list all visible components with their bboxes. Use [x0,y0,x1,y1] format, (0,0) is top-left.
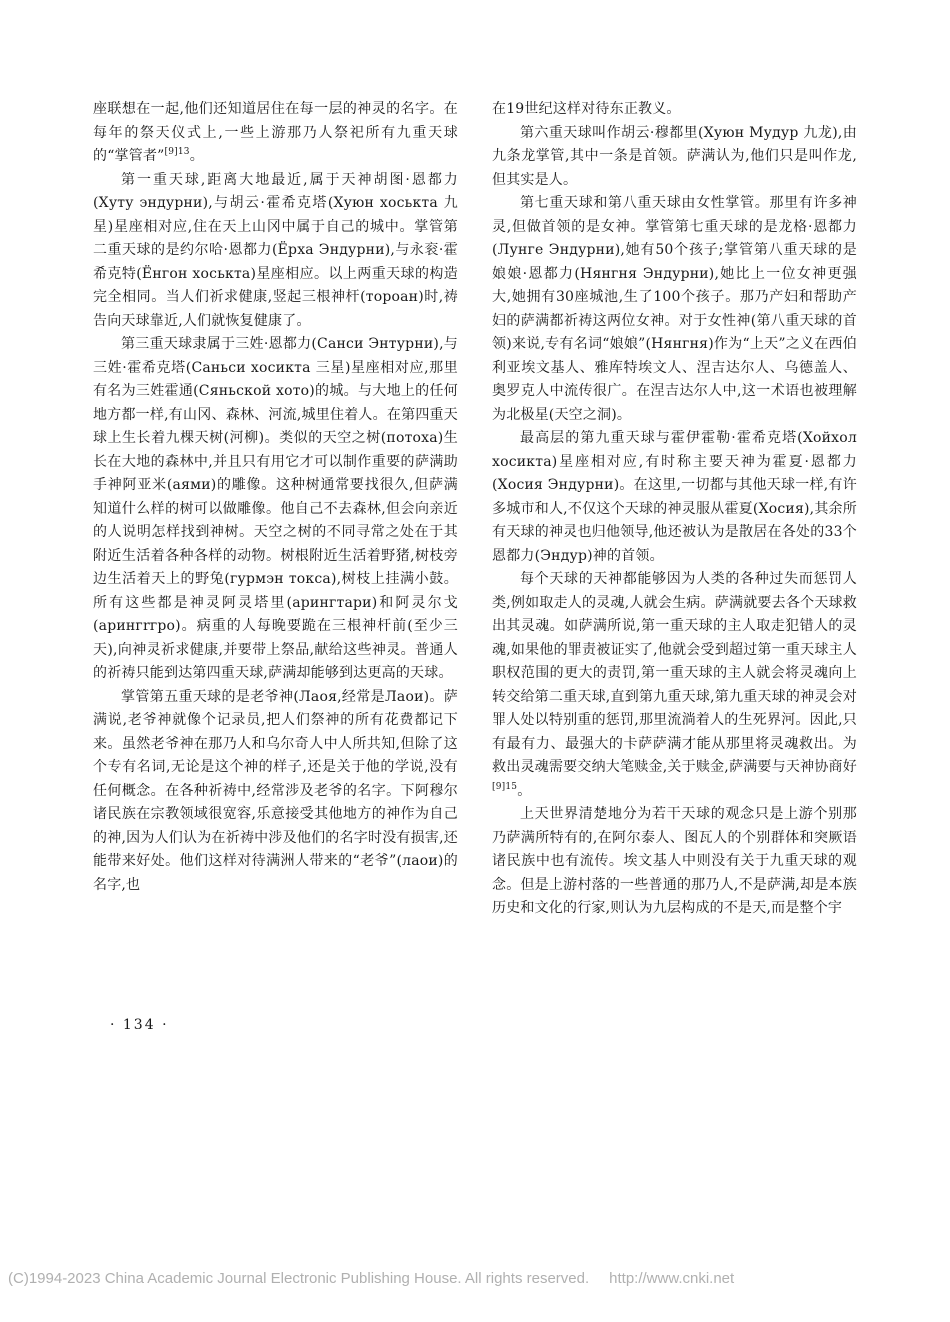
paragraph: 在19世纪这样对待东正教义。 [492,101,681,117]
paragraph: 第七重天球和第八重天球由女性掌管。那里有许多神灵,但做首领的是女神。掌管第七重天球的是龙格·恩都力(Лунге Эндурни),她有50个孩子;掌管第八重天球的是娘娘·恩都力(Нянгня Эндурни),她比上一位女神更强大,她拥有30座城池,生了100个孩子。那乃产妇和帮助产妇的萨满都祈祷这两位女神。对于女性神(第八重天球的首领)来说,专有名词“娘娘”(Нянгня)作为“上天”之义在西伯利亚埃文基人、雅库特埃文人、涅吉达尔人、乌德盖人、奥罗克人中流传很广。在涅吉达尔人中,这一术语也被理解为北极星(天空之洞)。 [492,195,857,423]
copyright-notice: (C)1994-2023 China Academic Journal Electronic Publishing House. All rights reserved. [8,1270,590,1287]
citation: [9]15 [492,781,518,792]
paragraph: 掌管第五重天球的是老爷神(Лаоя,经常是Лаои)。萨满说,老爷神就像个记录员,把人们祭神的所有花费都记下来。虽然老爷神在那乃人和乌尔奇人中人所共知,但除了这个专有名词,无论是这个神的样子,还是关于他的学说,没有任何概念。在各种祈祷中,经常涉及老爷的名字。下阿穆尔诸民族在宗教领域很宽容,乐意接受其他地方的神作为自己的神,因为人们认为在祈祷中涉及他们的名字时没有损害,还能带来好处。他们这样对待满洲人带来的“老爷”(лаои)的名字,也 [93,688,458,893]
paragraph: 第三重天球隶属于三姓·恩都力(Санси Энтурни),与三姓·霍希克塔(Саньси хосикта 三星)星座相对应,那里有名为三姓霍通(Сяньской хото)的城。与大地上的任何地方都一样,有山冈、森林、河流,城里住着人。在第四重天球上生长着九棵天树(河柳)。类似的天空之树(потоха)生长在大地的森林中,并且只有用它才可以制作重要的萨满助手神阿亚米(аями)的雕像。这种树通常要找很久,但萨满知道什么样的树可以做雕像。他自己不去森林,但会向亲近的人说明怎样找到神树。天空之树的不同寻常之处在于其附近生活着各种各样的动物。树根附近生活着野猪,树枝旁边生活着天上的野兔(гурмэн токса),树枝上挂满小鼓。所有这些都是神灵阿灵塔里(арингтари)和阿灵尔戈(арингrгро)。病重的人每晚要跪在三根神杆前(至少三天),向神灵祈求健康,并要带上祭品,献给这些神灵。普通人的祈祷只能到达第四重天球,萨满却能够到达更高的天球。 [93,336,458,681]
left-column [93,98,458,897]
paragraph-text: 座联想在一起,他们还知道居住在每一层的神灵的名字。在每年的祭天仪式上,一些上游那乃人祭祀所有九重天球的“掌管者” [93,101,458,164]
paragraph: 第一重天球,距离大地最近,属于天神胡图·恩都力(Хуту эндурни),与胡云·霍希克塔(Хуюн хоськта 九星)星座相对应,住在天上山冈中属于自己的城中。掌管第二重天球的是约尔哈·恩都力(Ёрха Эндурни),与永衮·霍希克特(Ёнгон хоськта)星座相应。以上两重天球的构造完全相同。当人们祈求健康,竖起三根神杆(тороан)时,祷告向天球靠近,人们就恢复健康了。 [93,171,458,329]
paragraph-tail: 。 [189,148,204,164]
footer [8,1270,948,1287]
paragraph: 最高层的第九重天球与霍伊霍勒·霍希克塔(Хойхол хосикта)星座相对应,有时称主要天神为霍夏·恩都力(Хосия Эндурни)。在这里,一切都与其他天球一样,有许多城市和人,不仅这个天球的神灵服从霍夏(Хосия),其余所有天球的神灵也归他领导,他还被认为是散居在各处的33个恩都力(Эндур)神的首领。 [492,430,857,564]
paragraph [492,568,857,803]
paragraph [93,98,458,169]
paragraph: 上天世界清楚地分为若干天球的观念只是上游个别那乃萨满所特有的,在阿尔泰人、图瓦人的个别群体和突厥语诸民族中也有流传。埃文基人中则没有关于九重天球的观念。但是上游村落的一些普通的那乃人,不是萨满,却是本族历史和文化的行家,则认为九层构成的不是天,而是整个宇 [492,806,857,916]
footer-url[interactable]: http://www.cnki.net [609,1270,735,1287]
page-number: · 134 · [110,1017,169,1033]
paragraph-text: 每个天球的天神都能够因为人类的各种过失而惩罚人类,例如取走人的灵魂,人就会生病。萨满就要去各个天球救出其灵魂。如萨满所说,第一重天球的主人取走犯错人的灵魂,如果他的罪责被证实了,他就会受到超过第一重天球主人职权范围的更大的责罚,第一重天球的主人就会将灵魂向上转交给第二重天球,直到第九重天球,第九重天球的神灵会对罪人处以特别重的惩罚,那里流淌着人的生死界河。因此,只有最有力、最强大的卡萨萨满才能从那里将灵魂救出。为救出灵魂需要交纳大笔赎金,关于赎金,萨满要与天神协商好 [492,571,857,775]
right-column [492,98,857,921]
paragraph: 第六重天球叫作胡云·穆都里(Хуюн Мудур 九龙),由九条龙掌管,其中一条是首领。萨满认为,他们只是叫作龙,但其实是人。 [492,124,857,188]
paragraph-tail: 。 [517,782,532,799]
citation: [9]13 [164,147,190,157]
